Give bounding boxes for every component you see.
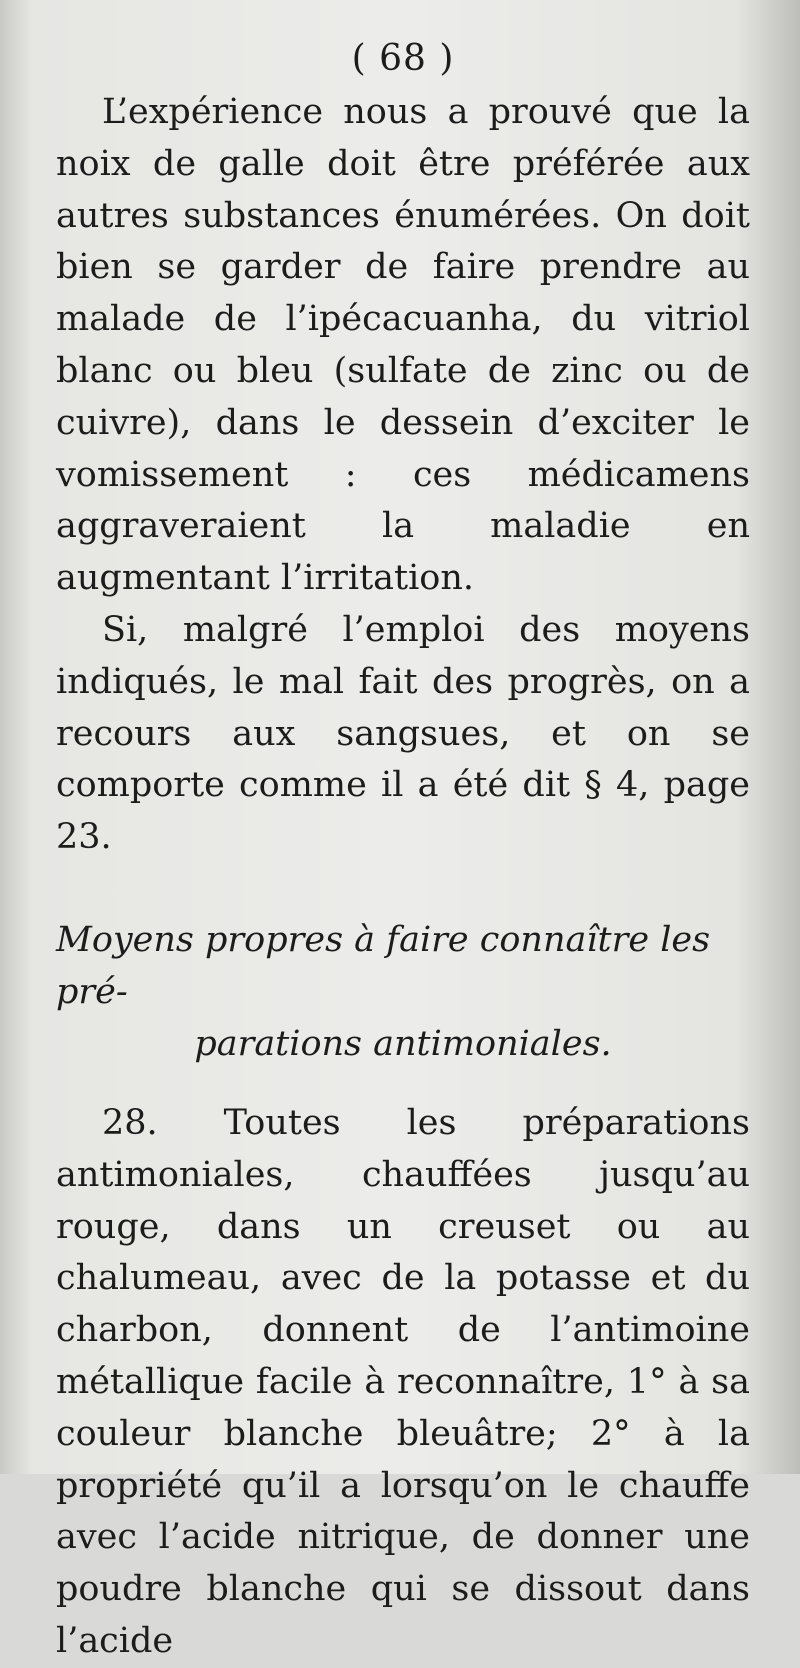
paragraph-experience: L’expérience nous a prouvé que la noix de galle doit être préférée aux autres substances énumérées. On doit bien se garder de faire prendre au malade de l’ipécacuanha, du vitriol blanc ou bleu (sulfate de zinc ou de cuivre), dans le dessein d’exciter le vomissement : ces médicamens aggraveraient la maladie en augmentant l’irritation. bbox=[56, 92, 750, 599]
section-heading bbox=[56, 914, 750, 1070]
section-heading-line-1: Moyens propres à faire connaître les pré- bbox=[56, 919, 711, 1012]
section-heading-line-2: parations antimoniales. bbox=[194, 1023, 612, 1064]
paragraph-leeches: Si, malgré l’emploi des moyens indiqués, le mal fait des progrès, on a recours aux sangsues, et on se comporte comme il a été dit § 4, page 23. bbox=[56, 609, 750, 858]
paragraph-antimony: 28. Toutes les préparations antimoniales, chauffées jusqu’au rouge, dans un creuset ou au chalumeau, avec de la potasse et du charbon, donnent de l’antimoine métallique facile à reconnaître, 1° à sa couleur blanche bleuâtre; 2° à la propriété qu’il a lorsqu’on le chauffe avec l’acide nitrique, de donner une poudre blanche qui se dissout dans l’acide bbox=[56, 1102, 750, 1661]
page-number: ( 68 ) bbox=[351, 38, 455, 79]
